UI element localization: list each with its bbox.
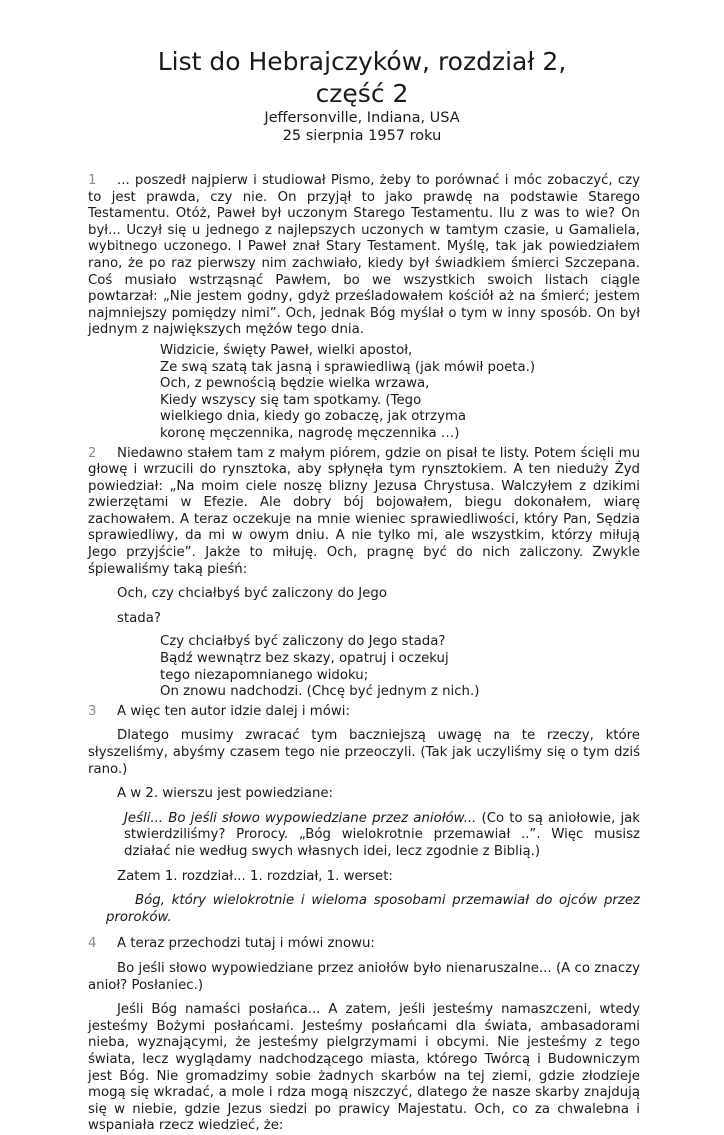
poem-line: On znowu nadchodzi. (Chcę być jednym z nich.) xyxy=(160,684,480,700)
poem-line: Ze swą szatą tak jasną i sprawiedliwą (jak mówił poeta.) xyxy=(160,359,536,375)
quote-2: Bóg, który wielokrotnie i wieloma sposobami przemawiał do ojców przez proroków. xyxy=(106,893,640,925)
paragraph-4 xyxy=(88,936,640,953)
paragraph-number: 1 xyxy=(88,173,97,188)
quote-comment: (Co to są aniołowie, jak stwierdziliśmy? Prorocy. „Bóg wielokrotnie przemawiał ..”. Więc musisz działać nie według swych własnych idei, lecz zgodnie z Biblią.) xyxy=(124,810,640,859)
poem-line: Och, z pewnością będzie wielka wrzawa, xyxy=(160,376,430,392)
poem-line: koronę męczennika, nagrodę męczennika …) xyxy=(160,425,460,441)
document-title xyxy=(0,46,724,110)
paragraph-text: ... poszedł najpierw i studiował Pismo, żeby to porównać i móc zobaczyć, czy to jest prawda, czy nie. On przyjął to jako prawdę na podstawie Starego Testamentu. Otóż, Paweł był uczonym Starego Testamentu. Ilu z was to wie? On był... Uczył się u jednego z najlepszych uczonych w tamtym czasie, u Gamaliela, wybitnego uczonego. I Paweł znał Stary Testament. Myślę, tak jak powiedziałem rano, że po raz pierwszy nim zachwiało, kiedy był świadkiem śmierci Szczepana. Coś musiało wstrząsnąć Pawłem, bo we wszystkich swoich listach ciągle powtarzał: „Nie jestem godny, gdyż prześladowałem kościół aż na śmierć; jestem najmniejszy pomiędzy nimi”. Och, jednak Bóg myślał o tym w inny sposób. On był jednym z największych mężów tego dnia. xyxy=(88,173,640,338)
paragraph-text: A w 2. wierszu jest powiedziane: xyxy=(117,786,334,802)
paragraph-text: Jeśli Bóg namaści posłańca... A zatem, jeśli jesteśmy namaszczeni, wtedy jesteśmy Bożymi posłańcami. Jesteśmy posłańcami dla świata, ambasadorami nieba, wyznającymi, że jesteśmy pielgrzymami i obcymi. Nie jesteśmy z tego świata, lecz wyglądamy nadchodzącego miasta, którego Twórcą i Budowniczym jest Bóg. Nie gromadzimy sobie żadnych skarbów na tej ziemi, gdzie złodzieje mogą się wkradać, a mole i rdza mogą niszczyć, dlatego że nasze skarby znajdują się w niebie, gdzie Jezus siedzi po prawicy Majestatu. Och, co za chwalebna i wspaniała rzecz wiedzieć, że: xyxy=(88,1002,640,1134)
title-line-2: część 2 xyxy=(315,79,409,108)
quote-italic: Jeśli... Bo jeśli słowo wypowiedziane przez aniołów... xyxy=(124,810,477,826)
poem-line: Kiedy wszyscy się tam spotkamy. (Tego xyxy=(160,392,422,408)
paragraph-number: 4 xyxy=(88,936,97,952)
quote-1 xyxy=(124,811,640,861)
document-body xyxy=(88,173,640,1135)
poem-line: wielkiego dnia, kiedy go zobaczę, jak otrzyma xyxy=(160,409,467,425)
paragraph-1 xyxy=(88,173,640,339)
poem-2 xyxy=(160,634,640,700)
song-intro-line-2: stada? xyxy=(117,610,161,626)
title-line-1: List do Hebrajczyków, rozdział 2, xyxy=(157,47,567,76)
paragraph-text: Zatem 1. rozdział... 1. rozdział, 1. werset: xyxy=(117,868,393,884)
date: 25 sierpnia 1957 roku xyxy=(282,128,442,144)
paragraph-text: Niedawno stałem tam z małym piórem, gdzie on pisał te listy. Potem ścięli mu głowę i wrzucili do rynsztoka, aby spłynęła tym rynsztokiem. A ten nieduży Żyd powiedział: „Na moim ciele noszę blizny Jezusa Chrystusa. Walczyłem z dzikimi zwierzętami w Efezie. Ale dobry bój bojowałem, biegu dokonałem, wiarę zachowałem. A teraz oczekuje na mnie wieniec sprawiedliwości, który Pan, Sędzia sprawiedliwy, da mi w owym dniu. A nie tylko mi, ale wszystkim, którzy miłują Jego przyjście”. Jakże to miłuję. Och, pragnę być do nich zaliczony. Zwykle śpiewaliśmy taką pieśń: xyxy=(88,445,640,577)
poem-1 xyxy=(160,343,640,443)
paragraph-text: A teraz przechodzi tutaj i mówi znowu: xyxy=(117,936,375,952)
paragraph-number: 2 xyxy=(88,445,97,461)
location: Jeffersonville, Indiana, USA xyxy=(264,110,460,126)
scripture-paragraph: Dlatego musimy zwracać tym baczniejszą uwagę na te rzeczy, które słyszeliśmy, abyśmy czasem tego nie przeoczyli. (Tak jak uczyliśmy się o tym dziś rano.) xyxy=(88,728,640,777)
paragraph-text: A więc ten autor idzie dalej i mówi: xyxy=(117,703,350,719)
paragraph-number: 3 xyxy=(88,703,97,719)
paragraph-text: Bo jeśli słowo wypowiedziane przez aniołów było nienaruszalne... (A co znaczy anioł? Posłaniec.) xyxy=(88,960,640,993)
paragraph-2 xyxy=(88,446,640,579)
poem-line: tego niezapomnianego widoku; xyxy=(160,667,369,683)
poem-line: Bądź wewnątrz bez skazy, opatruj i oczekuj xyxy=(160,651,449,667)
song-intro-line-1: Och, czy chciałbyś być zaliczony do Jego xyxy=(117,586,387,602)
poem-line: Czy chciałbyś być zaliczony do Jego stada? xyxy=(160,634,446,650)
paragraph-3 xyxy=(88,704,640,721)
poem-line: Widzicie, święty Paweł, wielki apostoł, xyxy=(160,342,413,358)
